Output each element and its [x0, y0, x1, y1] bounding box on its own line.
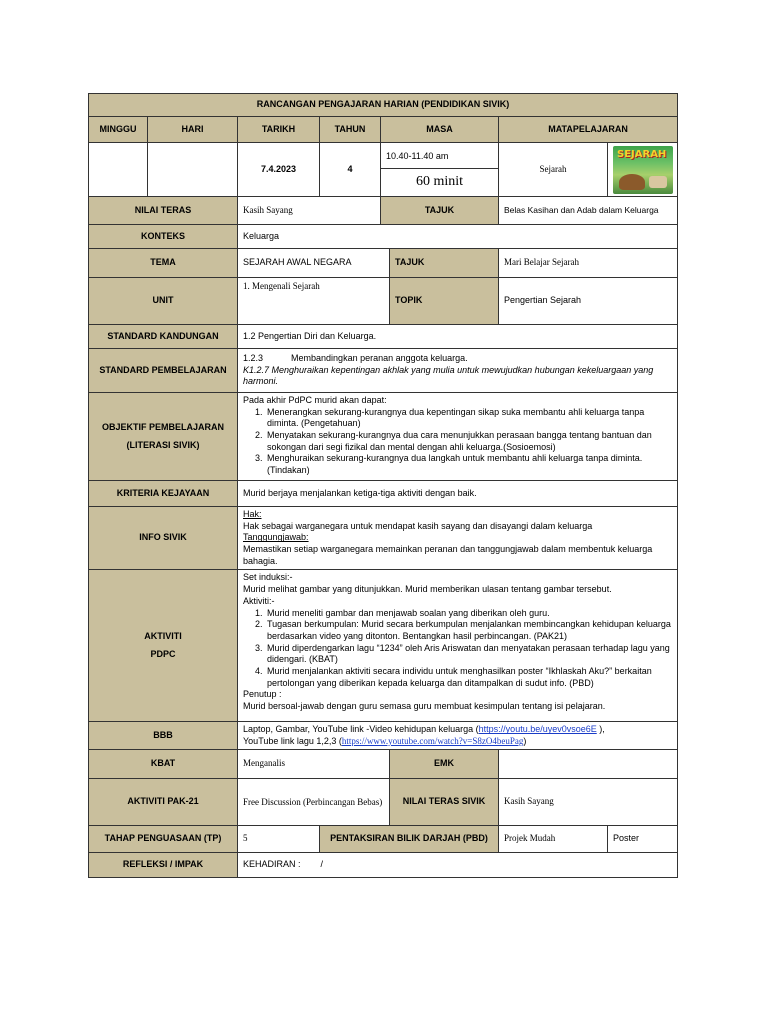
- sejarah-logo-cell: [608, 143, 678, 197]
- konteks-label: KONTEKS: [89, 225, 238, 249]
- aktiviti-list: [243, 608, 672, 690]
- masa-cell: [381, 143, 499, 197]
- aktiviti-label-line1: AKTIVITI: [144, 631, 182, 642]
- lesson-plan-title: RANCANGAN PENGAJARAN HARIAN (PENDIDIKAN SIVIK): [89, 94, 678, 117]
- standard-kandungan-label: STANDARD KANDUNGAN: [89, 325, 238, 349]
- bbb-line1-suffix: ),: [596, 724, 605, 735]
- tahap-label: TAHAP PENGUASAAN (TP): [89, 825, 238, 852]
- bbb-label: BBB: [89, 722, 238, 750]
- pbd-label: PENTAKSIRAN BILIK DARJAH (PBD): [320, 825, 499, 852]
- masa-duration: 60 minit: [415, 174, 464, 189]
- objektif-label: [89, 393, 238, 481]
- tajuk-value-2: Mari Belajar Sejarah: [499, 249, 678, 278]
- standard-pembelajaran-label: STANDARD PEMBELAJARAN: [89, 349, 238, 393]
- kbat-label: KBAT: [89, 749, 238, 778]
- list-item: 1. Murid meneliti gambar dan menjawab soalan yang diberikan oleh guru.: [265, 608, 672, 620]
- tajuk-value-1: Belas Kasihan dan Adab dalam Keluarga: [499, 197, 678, 225]
- list-item: 4. Murid menjalankan aktiviti secara individu untuk menghasilkan poster “Ikhlaskah Aku?” berkaitan pertolongan yang diberikan kepada keluarga dan ditampalkan di sudut info. (PBD): [265, 666, 672, 689]
- info-sivik-label: INFO SIVIK: [89, 507, 238, 570]
- bbb-line1-prefix: Laptop, Gambar, YouTube link -Video kehidupan keluarga (: [243, 724, 479, 735]
- konteks-value: Keluarga: [238, 225, 678, 249]
- aktiviti-cell: [238, 570, 678, 722]
- kriteria-value: Murid berjaya menjalankan ketiga-tiga aktiviti dengan baik.: [238, 481, 678, 507]
- aktiviti-label: [89, 570, 238, 722]
- tanggungjawab-text: Memastikan setiap warganegara memainkan peranan dan tanggungjawab dalam membentuk keluarga bahagia.: [243, 544, 653, 566]
- hak-label: Hak:: [243, 509, 262, 519]
- topik-value: Pengertian Sejarah: [499, 278, 678, 325]
- bbb-cell: [238, 722, 678, 750]
- nilai-teras-label: NILAI TERAS: [89, 197, 238, 225]
- unit-value: 1. Mengenali Sejarah: [238, 278, 390, 325]
- tajuk-label-1: TAJUK: [381, 197, 499, 225]
- tajuk-label-2: TAJUK: [390, 249, 499, 278]
- set-induksi-label: Set induksi:-: [243, 572, 293, 583]
- song-link[interactable]: https://www.youtube.com/watch?v=S8zO4beuPag: [341, 735, 524, 746]
- list-item: 2. Tugasan berkumpulan: Murid secara berkumpulan menjalankan membincangkan kehidupan keluarga berdasarkan video yang ditonton. Bentangkan hasil perbincangan. (PAK21): [265, 619, 672, 642]
- nilai-teras-sivik-value: Kasih Sayang: [499, 778, 678, 825]
- kbat-value: Menganalis: [238, 749, 390, 778]
- bbb-line2-prefix: YouTube link lagu 1,2,3 (: [243, 735, 342, 746]
- sp-text: Membandingkan peranan anggota keluarga.: [291, 352, 468, 363]
- objektif-label-line2: (LITERASI SIVIK): [126, 439, 200, 450]
- pak21-label: AKTIVITI PAK-21: [89, 778, 238, 825]
- standard-pembelajaran-cell: [238, 349, 678, 393]
- objektif-intro: Pada akhir PdPC murid akan dapat:: [243, 395, 387, 405]
- penutup-text: Murid bersoal-jawab dengan guru semasa guru membuat kesimpulan tentang isi pelajaran.: [243, 701, 606, 711]
- masa-time: 10.40-11.40 am: [381, 144, 498, 169]
- lesson-plan-table: [88, 93, 678, 878]
- objektif-list: [243, 407, 672, 477]
- kriteria-label: KRITERIA KEJAYAAN: [89, 481, 238, 507]
- aktiviti-label-line2: PDPC: [150, 648, 176, 659]
- sejarah-logo: [613, 146, 673, 194]
- list-item: 1. Menerangkan sekurang-kurangnya dua kepentingan sikap suka membantu ahli keluarga tanpa diminta. (Pengetahuan): [265, 407, 672, 430]
- emk-label: EMK: [390, 749, 499, 778]
- tanggungjawab-label: Tanggungjawab:: [243, 532, 309, 543]
- matapelajaran-value: Sejarah: [499, 143, 608, 197]
- pak21-value: Free Discussion (Perbincangan Bebas): [238, 778, 390, 825]
- list-item: 3. Murid diperdengarkan lagu “1234” oleh Aris Ariswatan dan menyatakan perasaan terhadap lagu yang didengari. (KBAT): [265, 643, 672, 666]
- sejarah-logo-text: SEJARAH: [617, 148, 667, 160]
- objektif-label-line1: OBJEKTIF PEMBELAJARAN: [101, 421, 224, 432]
- aktiviti-sub-label: Aktiviti:-: [243, 595, 275, 606]
- header-tarikh: TARIKH: [238, 117, 320, 143]
- header-matapelajaran: MATAPELAJARAN: [499, 117, 678, 143]
- refleksi-value: KEHADIRAN : /: [238, 852, 678, 877]
- objektif-cell: [238, 393, 678, 481]
- hak-text: Hak sebagai warganegara untuk mendapat kasih sayang dan disayangi dalam keluarga: [243, 520, 593, 531]
- header-masa: MASA: [381, 117, 499, 143]
- video-link[interactable]: https://youtu.be/uyev0vsoe6E: [478, 724, 597, 735]
- nilai-teras-sivik-label: NILAI TERAS SIVIK: [390, 778, 499, 825]
- bbb-line2-suffix: ): [523, 735, 527, 746]
- tema-label: TEMA: [89, 249, 238, 278]
- minggu-value: [89, 143, 148, 197]
- pbd-value: Projek Mudah: [499, 825, 608, 852]
- emk-value: [499, 749, 678, 778]
- header-tahun: TAHUN: [320, 117, 381, 143]
- hari-value: [148, 143, 238, 197]
- tarikh-value: 7.4.2023: [238, 143, 320, 197]
- unit-label: UNIT: [89, 278, 238, 325]
- refleksi-label: REFLEKSI / IMPAK: [89, 852, 238, 877]
- sp-italic: K1.2.7 Menghuraikan kepentingan akhlak yang mulia untuk mewujudkan hubungan kekeluargaan yang harmoni.: [243, 364, 654, 387]
- sp-code: 1.2.3: [243, 352, 264, 363]
- info-sivik-cell: [238, 507, 678, 570]
- set-induksi-text: Murid melihat gambar yang ditunjukkan. Murid memberikan ulasan tentang gambar tersebut.: [243, 584, 612, 595]
- standard-kandungan-value: 1.2 Pengertian Diri dan Keluarga.: [238, 325, 678, 349]
- tema-value: SEJARAH AWAL NEGARA: [238, 249, 390, 278]
- header-hari: HARI: [148, 117, 238, 143]
- tahun-value: 4: [320, 143, 381, 197]
- tahap-value: 5: [238, 825, 320, 852]
- topik-label: TOPIK: [390, 278, 499, 325]
- nilai-teras-value: Kasih Sayang: [238, 197, 381, 225]
- list-item: 3. Menghuraikan sekurang-kurangnya dua langkah untuk membantu ahli keluarga tanpa diminta. (Tindakan): [265, 453, 672, 476]
- pbd-extra: Poster: [608, 825, 678, 852]
- penutup-label: Penutup :: [243, 689, 282, 700]
- list-item: 2. Menyatakan sekurang-kurangnya dua cara menunjukkan perasaan bangga tentang bantuan dan sokongan dari segi fizikal dan mental dengan ahli keluarga.(Sosioemosi): [265, 430, 672, 453]
- header-minggu: MINGGU: [89, 117, 148, 143]
